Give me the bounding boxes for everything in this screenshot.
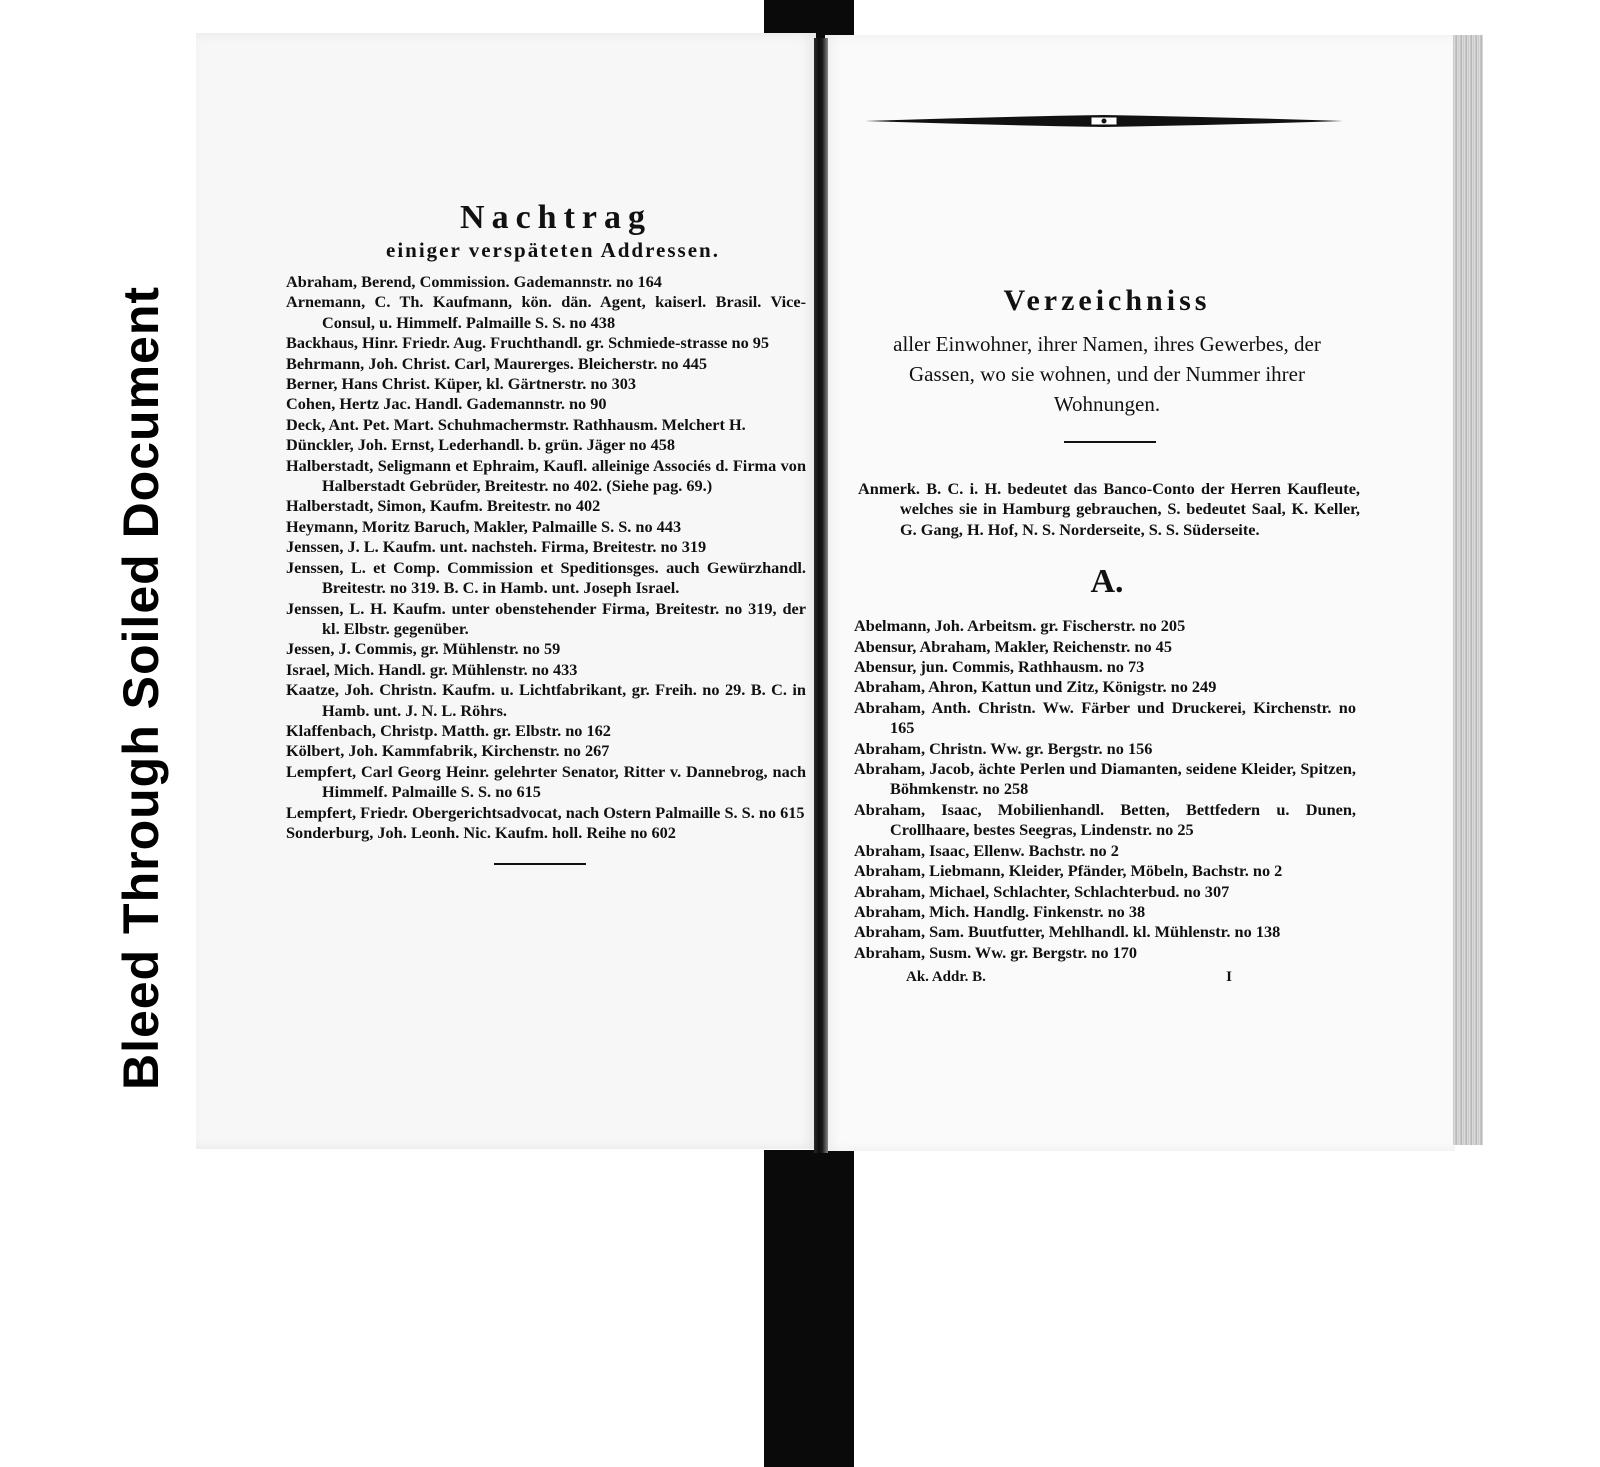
side-label-container bbox=[0, 0, 169, 1467]
directory-entry: Lempfert, Friedr. Obergerichtsadvocat, nach Ostern Palmaille S. S. no 615 bbox=[286, 802, 805, 822]
directory-entry: Halberstadt, Simon, Kaufm. Breitestr. no 402 bbox=[286, 496, 601, 516]
directory-entry: Deck, Ant. Pet. Mart. Schuhmachermstr. Rathhausm. Melchert H. bbox=[286, 414, 746, 434]
right-page-title: Verzeichniss bbox=[1003, 284, 1211, 317]
directory-entry: Jessen, J. Commis, gr. Mühlenstr. no 59 bbox=[286, 639, 561, 659]
book-spine-bottom bbox=[764, 1150, 854, 1467]
directory-entry: Abraham, Michael, Schlachter, Schlachterbud. no 307 bbox=[854, 881, 1230, 901]
directory-entry: Kaatze, Joh. Christn. Kaufm. u. Lichtfabrikant, gr. Freih. no 29. B. C. in Hamb. unt. J. N. L. Röhrs. bbox=[286, 680, 806, 720]
directory-entry: Jenssen, L. H. Kaufm. unter obenstehender Firma, Breitestr. no 319, der kl. Elbstr. gegenüber. bbox=[286, 598, 806, 638]
directory-entry: Jenssen, L. et Comp. Commission et Speditionsges. auch Gewürzhandl. Breitestr. no 319. B. C. in Hamb. unt. Joseph Israel. bbox=[286, 557, 806, 598]
directory-entry: Abraham, Mich. Handlg. Finkenstr. no 38 bbox=[854, 901, 1146, 921]
directory-entry: Abraham, Isaac, Mobilienhandl. Betten, Bettfedern u. Dunen, Crollhaare, bestes Seegras, Lindenstr. no 25 bbox=[854, 799, 1356, 840]
directory-entry: Abensur, jun. Commis, Rathhausm. no 73 bbox=[854, 657, 1145, 677]
left-page-content bbox=[286, 200, 806, 865]
left-page-subtitle: einiger verspäteten Addressen. bbox=[386, 238, 720, 262]
footer-signature: Ak. Addr. B. bbox=[906, 969, 986, 986]
right-page-content bbox=[854, 283, 1360, 986]
directory-entry: Klaffenbach, Christp. Matth. gr. Elbstr. no 162 bbox=[286, 720, 611, 740]
right-page-description: aller Einwohner, ihrer Namen, ihres Gewerbes, der Gassen, wo sie wohnen, und der Nummer ihrer Wohnungen. bbox=[893, 332, 1321, 416]
directory-entry: Heymann, Moritz Baruch, Makler, Palmaille S. S. no 443 bbox=[286, 516, 682, 536]
ornament-rule-icon bbox=[865, 114, 1343, 128]
directory-entry: Kölbert, Joh. Kammfabrik, Kirchenstr. no 267 bbox=[286, 741, 610, 761]
directory-entry: Jenssen, J. L. Kaufm. unt. nachsteh. Firma, Breitestr. no 319 bbox=[286, 537, 707, 557]
book-gutter bbox=[814, 38, 828, 1153]
directory-entry: Behrmann, Joh. Christ. Carl, Maurerges. Bleicherstr. no 445 bbox=[286, 353, 708, 373]
page-edges bbox=[1453, 35, 1483, 1145]
directory-entry: Abraham, Jacob, ächte Perlen und Diamanten, seidene Kleider, Spitzen, Böhmkenstr. no 258 bbox=[854, 759, 1356, 799]
directory-entry: Israel, Mich. Handl. gr. Mühlenstr. no 433 bbox=[286, 659, 578, 679]
directory-entry: Berner, Hans Christ. Küper, kl. Gärtnerstr. no 303 bbox=[286, 374, 637, 394]
directory-entry: Abraham, Christn. Ww. gr. Bergstr. no 156 bbox=[854, 738, 1153, 758]
directory-entry: Abraham, Ahron, Kattun und Zitz, Königstr. no 249 bbox=[854, 677, 1217, 697]
section-letter: A. bbox=[1090, 563, 1124, 601]
directory-entry: Abraham, Berend, Commission. Gademannstr. no 164 bbox=[286, 272, 662, 291]
right-page-rule bbox=[1064, 441, 1156, 443]
directory-entry: Halberstadt, Seligmann et Ephraim, Kaufl. alleinige Associés d. Firma von Halberstadt Gebrüder, Breitestr. no 402. (Siehe pag. 69.) bbox=[286, 455, 806, 496]
directory-entry: Backhaus, Hinr. Friedr. Aug. Fruchthandl. gr. Schmiede-strasse no 95 bbox=[286, 333, 770, 353]
directory-entry: Sonderburg, Joh. Leonh. Nic. Kaufm. holl. Reihe no 602 bbox=[286, 822, 676, 842]
left-page-title: Nachtrag bbox=[460, 199, 652, 236]
directory-entry: Abraham, Liebmann, Kleider, Pfänder, Möbeln, Bachstr. no 2 bbox=[854, 861, 1283, 881]
directory-entry: Abraham, Susm. Ww. gr. Bergstr. no 170 bbox=[854, 942, 1137, 962]
directory-entry: Abensur, Abraham, Makler, Reichenstr. no 45 bbox=[854, 636, 1172, 656]
directory-entry: Arnemann, C. Th. Kaufmann, kön. dän. Agent, kaiserl. Brasil. Vice-Consul, u. Himmelf. Palmaille S. S. no 438 bbox=[286, 292, 806, 332]
left-entry-list bbox=[286, 272, 806, 843]
directory-entry: Abraham, Isaac, Ellenw. Bachstr. no 2 bbox=[854, 840, 1119, 860]
side-label: Bleed Through Soiled Document bbox=[113, 285, 169, 1090]
left-page-rule bbox=[494, 863, 586, 865]
footer-page-mark: I bbox=[1226, 969, 1232, 986]
right-entry-list bbox=[854, 616, 1356, 963]
directory-entry: Abraham, Sam. Buutfutter, Mehlhandl. kl. Mühlenstr. no 138 bbox=[854, 922, 1281, 942]
directory-entry: Abraham, Anth. Christn. Ww. Färber und Druckerei, Kirchenstr. no 165 bbox=[854, 697, 1356, 738]
directory-entry: Cohen, Hertz Jac. Handl. Gademannstr. no 90 bbox=[286, 394, 607, 414]
directory-entry: Lempfert, Carl Georg Heinr. gelehrter Senator, Ritter v. Dannebrog, nach Himmelf. Palmaille S. S. no 615 bbox=[286, 761, 806, 802]
abbreviation-note: Anmerk. B. C. i. H. bedeutet das Banco-Conto der Herren Kaufleute, welches sie in Hamburg gebrauchen, S. bedeutet Saal, K. Keller, G. Gang, H. Hof, N. S. Norderseite, S. S. Süderseite. bbox=[858, 479, 1360, 539]
directory-entry: Dünckler, Joh. Ernst, Lederhandl. b. grün. Jäger no 458 bbox=[286, 435, 676, 455]
page-footer bbox=[854, 969, 1360, 986]
directory-entry: Abelmann, Joh. Arbeitsm. gr. Fischerstr. no 205 bbox=[854, 616, 1186, 636]
